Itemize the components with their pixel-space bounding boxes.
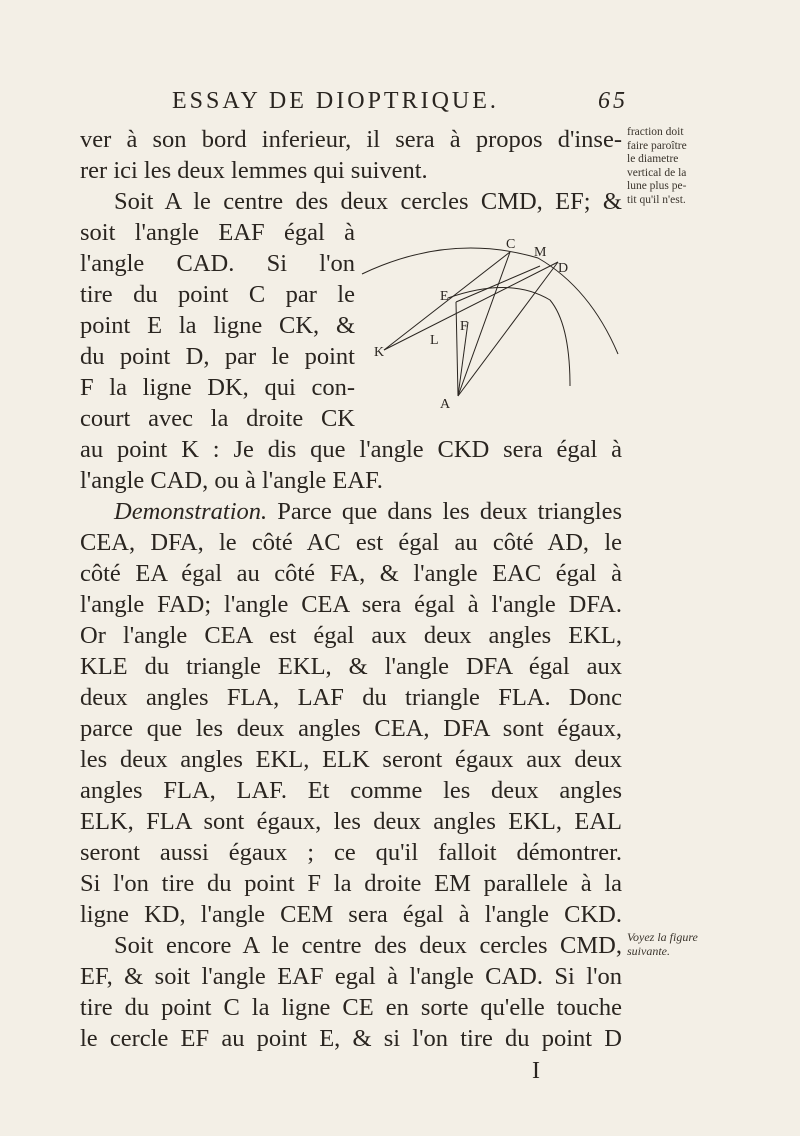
margin-note-line: lune plus pe- <box>627 180 687 192</box>
margin-note-bottom <box>627 930 797 958</box>
label-a: A <box>440 397 451 412</box>
text-line: ELK, FLA sont égaux, les deux angles EKL, EAL <box>80 808 622 835</box>
signature-mark: I <box>532 1058 540 1084</box>
margin-note-line: faire paroître <box>627 139 687 152</box>
text-line: Si l'on tire du point F la droite EM parallele à la <box>80 870 622 897</box>
text-line: point E la ligne CK, & <box>80 312 355 339</box>
line-ad <box>458 262 558 396</box>
text-line: tire du point C par le <box>80 281 355 308</box>
text-line: l'angle FAD; l'angle CEA sera égal à l'angle DFA. <box>80 591 622 618</box>
geometry-figure <box>360 226 625 416</box>
text-line: du point D, par le point <box>80 343 355 370</box>
page-number: 65 <box>598 88 628 114</box>
margin-note-line: suivante. <box>627 944 670 958</box>
text-line <box>80 496 622 527</box>
text-line: EF, & soit l'angle EAF egal à l'angle CAD. Si l'on <box>80 963 622 990</box>
text-line: Soit encore A le centre des deux cercles CMD, <box>114 932 622 959</box>
margin-note-top <box>627 126 797 207</box>
text-line: parce que les deux angles CEA, DFA sont égaux, <box>80 715 622 742</box>
line-dk <box>384 262 558 350</box>
margin-note-line: tit qu'il n'est. <box>627 193 686 206</box>
text-line: les deux angles EKL, ELK seront égaux aux deux <box>80 746 622 773</box>
text-line: ver à son bord inferieur, il sera à propos d'inse- <box>80 126 622 153</box>
text-line: seront aussi égaux ; ce qu'il falloit démontrer. <box>80 839 622 866</box>
text-line: CEA, DFA, le côté AC est égal au côté AD, le <box>80 529 622 556</box>
label-d: D <box>558 261 569 276</box>
text-line: rer ici les deux lemmes qui suivent. <box>80 157 428 184</box>
text-line: au point K : Je dis que l'angle CKD sera égal à <box>80 436 622 463</box>
text-line: deux angles FLA, LAF du triangle FLA. Donc <box>80 684 622 711</box>
margin-note-line: vertical de la <box>627 166 687 179</box>
outer-arc <box>362 248 618 354</box>
text-line: angles FLA, LAF. Et comme les deux angles <box>80 777 622 804</box>
label-m: M <box>534 245 547 260</box>
text-line: F la ligne DK, qui con- <box>80 374 355 401</box>
text-line: tire du point C la ligne CE en sorte qu'elle touche <box>80 994 622 1021</box>
margin-note-line: Voyez la figure <box>627 930 698 944</box>
text-line: ligne KD, l'angle CEM sera égal à l'angle CKD. <box>80 901 622 928</box>
running-header <box>172 88 632 120</box>
text-line: le cercle EF au point E, & si l'on tire du point D <box>80 1025 622 1052</box>
text-line: l'angle CAD. Si l'on <box>80 250 355 277</box>
header-title: ESSAY DE DIOPTRIQUE. <box>172 88 499 114</box>
line-ae <box>456 302 458 396</box>
label-l: L <box>430 333 439 348</box>
text-line: KLE du triangle EKL, & l'angle DFA égal aux <box>80 653 622 680</box>
text-line: l'angle CAD, ou à l'angle EAF. <box>80 467 383 494</box>
demonstration-label: Demonstration. <box>114 498 268 525</box>
text-line-rest: Parce que dans les deux triangles <box>267 498 622 525</box>
label-f: F <box>460 319 468 334</box>
text-line: court avec la droite CK <box>80 405 355 432</box>
label-k: K <box>374 345 385 360</box>
text-line: soit l'angle EAF égal à <box>80 219 355 246</box>
text-line: Or l'angle CEA est égal aux deux angles EKL, <box>80 622 622 649</box>
margin-note-line: fraction doit <box>627 126 684 138</box>
label-c: C <box>506 237 516 252</box>
text-line: côté EA égal au côté FA, & l'angle EAC égal à <box>80 560 622 587</box>
text-line: Soit A le centre des deux cercles CMD, EF; & <box>114 188 622 215</box>
label-e: E <box>440 289 449 304</box>
margin-note-line: le diametre <box>627 153 679 165</box>
